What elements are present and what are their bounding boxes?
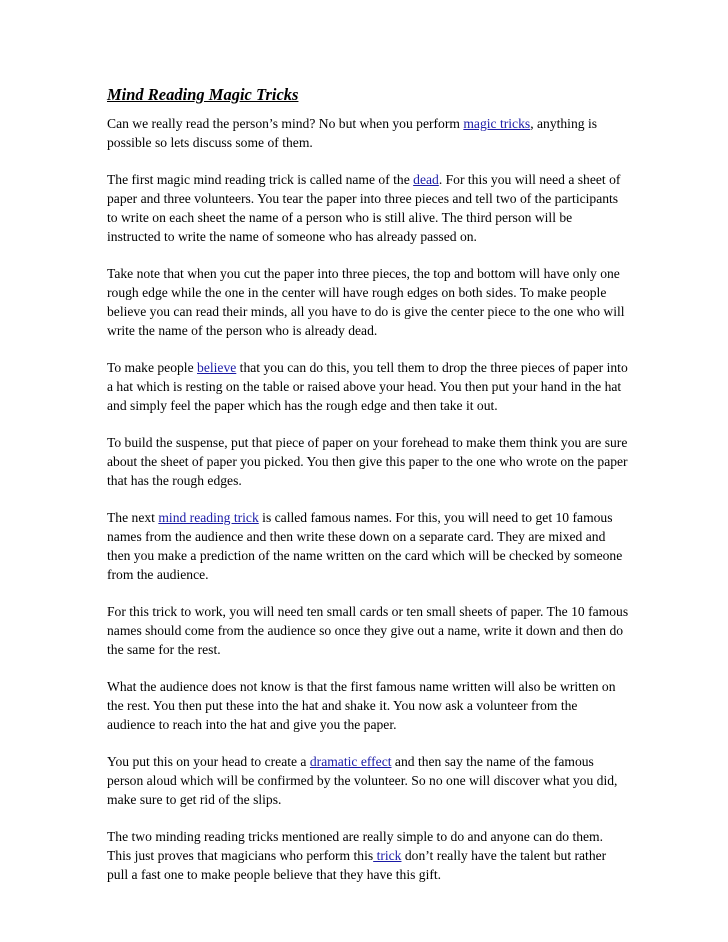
link-dead[interactable]: dead: [413, 172, 439, 187]
link-believe[interactable]: believe: [197, 360, 237, 375]
paragraph-rough-edges: Take note that when you cut the paper into three pieces, the top and bottom will have only one rough edge while the one in the center will have rough edges on both sides. To make people believe you can read their minds, all you have to do is give the center piece to the one who will write the name of the person who is already dead.: [107, 266, 625, 338]
link-dramatic-effect[interactable]: dramatic effect: [309, 754, 392, 769]
text: is called famous names. For this, you will need to get 10 famous names from the audience and then write these down on a separate card. They are mixed and then you make a prediction of the name written on the card which will be checked by someone from the audience.: [107, 510, 623, 582]
text: that you can do this, you tell them to drop the three pieces of paper into a hat which is resting on the table or raised above your head. You then put your hand in the hat and simply feel the paper which has the rough edge and then take it out.: [107, 360, 628, 413]
text: To make people: [107, 360, 198, 375]
document-title: Mind Reading Magic Tricks: [107, 85, 299, 104]
link-trick[interactable]: trick: [373, 848, 402, 863]
paragraph-suspense: To build the suspense, put that piece of paper on your forehead to make them think you are sure about the sheet of paper you picked. You then give this paper to the one who wrote on the paper that has the rough edges.: [107, 435, 628, 488]
paragraph-intro: [107, 114, 629, 152]
text: and then say the name of the famous person aloud which will be confirmed by the volunteer. So no one will discover what you did, make sure to get rid of the slips.: [107, 754, 618, 807]
text: Can we really read the person’s mind? No but when you perform: [107, 116, 464, 131]
paragraph-cards: For this trick to work, you will need ten small cards or ten small sheets of paper. The 10 famous names should come from the audience so once they give out a name, write it down and then do the same for the rest.: [107, 604, 629, 657]
paragraph-conclusion: [107, 827, 629, 884]
paragraph-dramatic-effect: [107, 752, 629, 809]
paragraph-hat: [107, 358, 629, 415]
paragraph-famous-names: [107, 508, 629, 584]
document-page: [107, 84, 629, 902]
text: , anything is possible so lets discuss some of them.: [107, 116, 598, 150]
text: The next: [107, 510, 159, 525]
link-magic-tricks[interactable]: magic tricks: [463, 116, 531, 131]
text: don’t really have the talent but rather pull a fast one to make people believe that they have this gift.: [107, 848, 607, 882]
link-mind-reading-trick[interactable]: mind reading trick: [158, 510, 259, 525]
paragraph-name-of-the-dead: [107, 170, 629, 246]
text: You put this on your head to create a: [107, 754, 310, 769]
text: The first magic mind reading trick is called name of the: [107, 172, 414, 187]
text: . For this you will need a sheet of paper and three volunteers. You tear the paper into three pieces and tell two of the participants to write on each sheet the name of a person who is still alive. The third person will be instructed to write the name of someone who has already passed on.: [107, 172, 621, 244]
paragraph-audience-secret: What the audience does not know is that the first famous name written will also be written on the rest. You then put these into the hat and shake it. You now ask a volunteer from the audience to reach into the hat and give you the paper.: [107, 679, 616, 732]
text: The two minding reading tricks mentioned are really simple to do and anyone can do them. This just proves that magicians who perform this: [107, 829, 604, 863]
